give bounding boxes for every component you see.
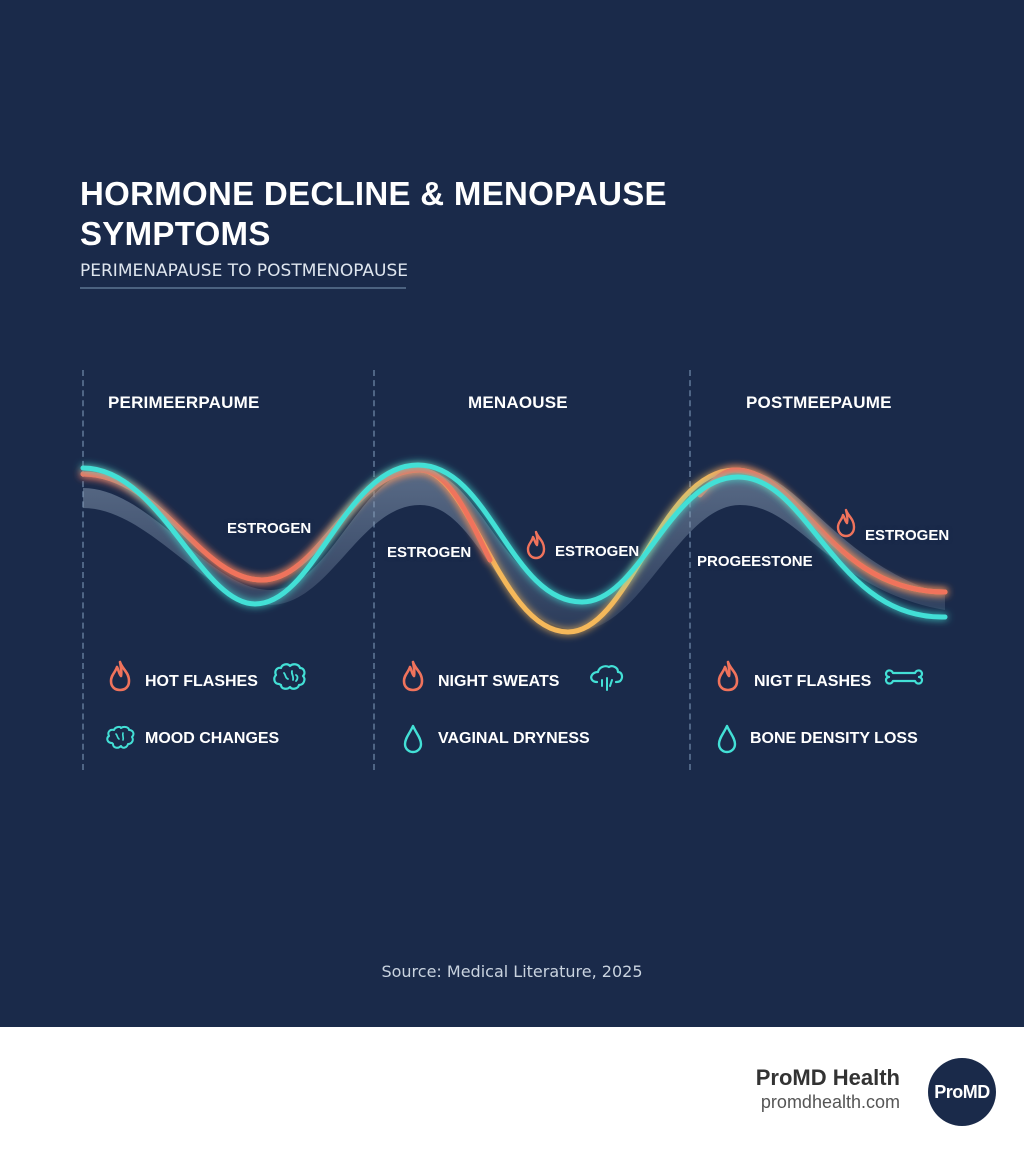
flame-icon: [107, 660, 133, 692]
bone-icon: [884, 666, 924, 688]
curve-label-estrogen: ESTROGEN: [227, 520, 312, 537]
droplet-icon: [716, 724, 738, 754]
brain-icon: [105, 725, 135, 751]
symptom-label: NIGT FLASHES: [754, 673, 872, 690]
symptom-label: VAGINAL DRYNESS: [438, 730, 590, 747]
flame-icon: [715, 660, 741, 692]
symptom-label: HOT FLASHES: [145, 673, 258, 690]
source-note: Source: Medical Literature, 2025: [381, 962, 643, 981]
page-title: HORMONE DECLINE & MENOPAUSE SYMPTOMS: [80, 175, 667, 252]
brand-logo: [928, 1058, 996, 1126]
flame-icon: [524, 530, 548, 560]
brand-url[interactable]: promdhealth.com: [760, 1092, 900, 1112]
symptom-label: MOOD CHANGES: [145, 730, 280, 747]
brain-icon: [271, 662, 307, 692]
logo-text: ProMD: [934, 1081, 990, 1102]
stage-title-perimenopause: PERIMEERPAUME: [108, 393, 260, 412]
flame-icon: [834, 508, 858, 538]
flame-icon: [400, 660, 426, 692]
symptom-label: BONE DENSITY LOSS: [750, 730, 918, 747]
brand-name: ProMD Health: [755, 1065, 900, 1090]
curve-label-estrogen: ESTROGEN: [555, 543, 640, 560]
stage-title-menopause: MENAOUSE: [468, 393, 568, 412]
cloud-rain-icon: [588, 664, 624, 692]
curve-label-estrogen: ESTROGEN: [387, 544, 472, 561]
curve-label-progesterone: PROGEESTONE: [697, 553, 813, 570]
droplet-icon: [402, 724, 424, 754]
curve-label-estrogen: ESTROGEN: [865, 527, 950, 544]
stage-title-postmenopause: POSTMEEPAUME: [746, 393, 892, 412]
symptom-label: NIGHT SWEATS: [438, 673, 560, 690]
page-subtitle: PERIMENAPAUSE TO POSTMENOPAUSE: [80, 261, 408, 281]
